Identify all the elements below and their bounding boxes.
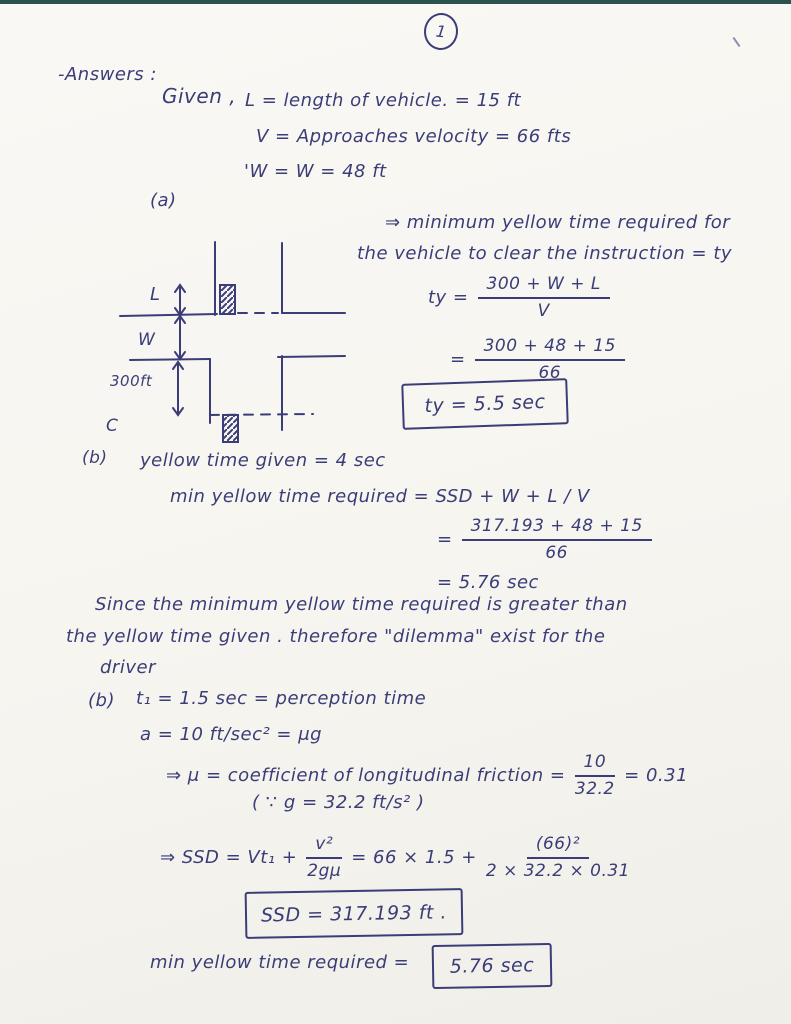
conclusion-line2: the yellow time given . therefore "dilemma" exist for the (66, 626, 606, 647)
part-a-label: (a) (150, 190, 177, 211)
substitution-fraction (475, 336, 625, 385)
fraction-denominator: V (537, 301, 550, 322)
equals-sign: = (437, 529, 453, 550)
given-label: Given , (162, 84, 237, 108)
vehicle-hatched (220, 285, 235, 314)
diagram-label-W: W (138, 330, 156, 350)
deceleration-line: a = 10 ft/sec² = μg (140, 724, 323, 745)
perception-time-line: t₁ = 1.5 sec = perception time (136, 688, 427, 709)
formula-fraction (478, 274, 610, 323)
fraction-denominator: 32.2 (574, 779, 615, 800)
result-final-value: 5.76 sec (449, 954, 535, 978)
gravity-note-line: ( ∵ g = 32.2 ft/s² ) (252, 792, 425, 813)
fraction-numerator: 10 (575, 752, 616, 777)
fraction-numerator: (66)² (527, 834, 589, 859)
ssd-fraction-1 (306, 834, 342, 883)
fraction-denominator: 2gμ (307, 861, 342, 882)
diagram-label-C: C (106, 416, 119, 436)
intersection-diagram (95, 225, 355, 460)
yellow-time-substitution (450, 336, 625, 385)
part-a-statement-line1: ⇒ minimum yellow time required for (385, 212, 731, 233)
equals-sign: = (450, 349, 466, 370)
answers-heading: -Answers : (58, 64, 157, 85)
ssd-formula-line (160, 834, 630, 883)
fraction-numerator: v² (306, 834, 342, 859)
diagram-label-L: L (150, 284, 161, 305)
vehicle-hatched (223, 415, 238, 442)
friction-text: ⇒ μ = coefficient of longitudinal friction = (166, 765, 566, 786)
ssd-mid: = 66 × 1.5 + (351, 847, 477, 868)
fraction-numerator: 317.193 + 48 + 15 (462, 516, 652, 541)
road-edge (130, 359, 210, 360)
final-min-yellow-text: min yellow time required = (150, 952, 410, 973)
part-b1-label: (b) (82, 448, 108, 468)
result-box-final (432, 943, 553, 989)
yellow-time-formula (428, 274, 610, 323)
ssd-fraction-2 (486, 834, 630, 883)
fraction-numerator: 300 + 48 + 15 (475, 336, 625, 361)
given-velocity-line: V = Approaches velocity = 66 fts (256, 126, 572, 147)
yellow-time-given-line: yellow time given = 4 sec (140, 450, 386, 471)
min-yellow-substitution (437, 516, 652, 565)
min-yellow-result: = 5.76 sec (437, 572, 539, 593)
result-box-ssd (245, 888, 464, 939)
page-number: 1 (434, 21, 448, 42)
road-edge (278, 356, 345, 357)
diagram-label-300ft: 300ft (110, 372, 153, 390)
fraction-denominator: 66 (538, 363, 562, 384)
result-ssd-value: SSD = 317.193 ft . (260, 900, 448, 927)
result-box-ty (401, 378, 569, 430)
conclusion-line3: driver (100, 657, 156, 678)
given-length-line: L = length of vehicle. = 15 ft (245, 90, 522, 111)
stray-pen-mark (733, 37, 741, 47)
formula-lhs: ty = (428, 287, 469, 308)
friction-fraction (575, 752, 616, 801)
friction-result: = 0.31 (624, 765, 689, 786)
fraction-denominator: 66 (545, 543, 568, 564)
given-width-line: 'W = W = 48 ft (244, 161, 387, 182)
conclusion-line1: Since the minimum yellow time required is greater than (95, 594, 628, 615)
substitution-fraction (462, 516, 652, 565)
part-b2-label: (b) (88, 690, 115, 711)
road-edge (120, 314, 217, 316)
result-ty-value: ty = 5.5 sec (424, 390, 546, 418)
min-yellow-required-line: min yellow time required = SSD + W + L / V (170, 486, 590, 507)
friction-coefficient-line (166, 752, 688, 801)
page-number-badge (422, 11, 460, 52)
part-a-statement-line2: the vehicle to clear the instruction = ty (357, 243, 733, 264)
fraction-numerator: 300 + W + L (478, 274, 610, 299)
scan-top-edge (0, 0, 791, 4)
fraction-denominator: 2 × 32.2 × 0.31 (485, 861, 630, 882)
ssd-lhs: ⇒ SSD = Vt₁ + (160, 847, 298, 868)
